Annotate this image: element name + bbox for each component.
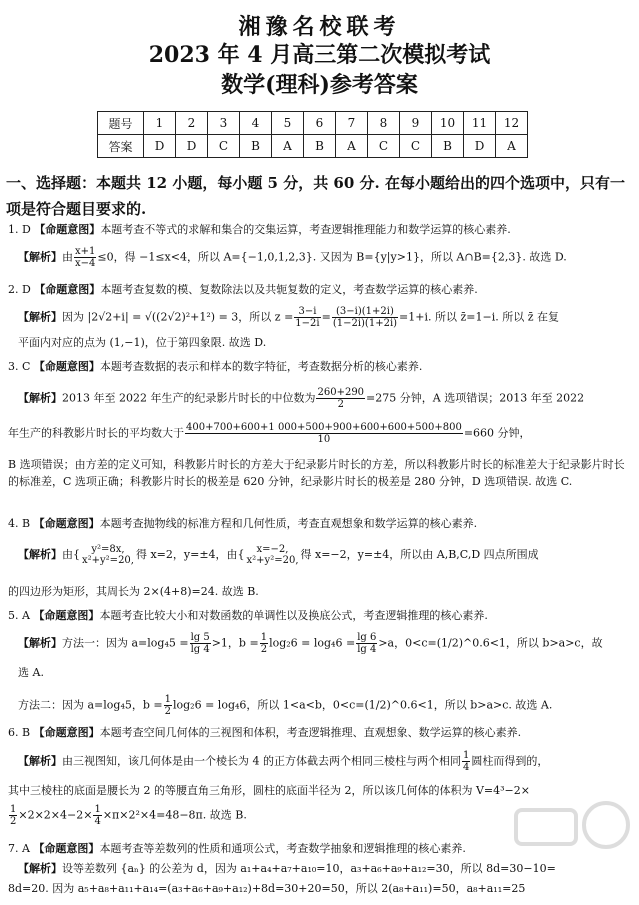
- fraction-denominator: x−4: [75, 258, 96, 269]
- fraction-denominator: (1−2i)(1+2i): [332, 318, 398, 329]
- row-label-question: 题号: [98, 112, 144, 135]
- q5-fraction-b2: [164, 694, 172, 717]
- fraction-denominator: 2: [260, 644, 268, 655]
- q4-number: 4. B: [8, 517, 31, 530]
- question-number: 11: [464, 112, 496, 135]
- q5-intent: [8, 609, 632, 623]
- q6-text: ×π×2²×4=48−8π. 故选 B.: [102, 808, 247, 822]
- q2-number: 2. D: [8, 283, 31, 296]
- analysis-tag: 【解析】: [18, 862, 62, 875]
- q4-text: 由: [62, 548, 73, 561]
- fraction-numerator: 1: [164, 694, 171, 705]
- q4-text: 得 x=−2，y=±4，所以由 A,B,C,D 四点所围成: [300, 548, 539, 561]
- q6-text: ×2×2×4−2×: [18, 808, 93, 822]
- equals-sign: =: [321, 310, 331, 324]
- answer-cell: C: [208, 135, 240, 158]
- q5-method2: [18, 694, 632, 717]
- q1-number: 1. D: [8, 223, 31, 236]
- q5-method2-text: log₂6 = log₄6，所以 1<a<b，0<c=(1/2)^0.6<1，所以 b>a>c. 故选 A.: [173, 698, 553, 712]
- q3-number: 3. C: [8, 360, 31, 373]
- q5-intent-text: 本题考查比较大小和对数函数的单调性以及换底公式，考查逻辑推理的核心素养.: [99, 609, 488, 622]
- q5-text-line2: 选 A.: [18, 666, 44, 679]
- q1-text: ≤0，得 −1≤x<4，所以 A={−1,0,1,2,3}. 又因为 B={y|y>1}，所以 A∩B={2,3}. 故选 D.: [97, 250, 567, 264]
- q6-number: 6. B: [8, 726, 31, 739]
- q2-fraction-1: [294, 306, 320, 329]
- answer-table-answer-row: [98, 135, 528, 158]
- intent-tag: 【命题意图】: [34, 223, 101, 236]
- fraction-denominator: 2: [164, 706, 171, 717]
- fraction-numerator: 1: [94, 804, 101, 815]
- question-number: 2: [176, 112, 208, 135]
- answer-cell: B: [240, 135, 272, 158]
- q2-intent: [8, 283, 632, 297]
- q1-analysis: [18, 246, 632, 269]
- intent-tag: 【命题意图】: [33, 726, 100, 739]
- q4-text-line2: 的四边形为矩形，其周长为 2×(4+8)=24. 故选 B.: [8, 585, 259, 598]
- q7-text-line2: 8d=20. 因为 a₅+a₈+a₁₁+a₁₄=(a₃+a₆+a₉+a₁₂)+8d=30+20=50，所以 2(a₈+a₁₁)=50，a₈+a₁₁=25: [8, 882, 526, 895]
- q3-text-rest: B 选项错误；由方差的定义可知，科教影片时长的方差大于纪录影片时长的方差，所以科教影片时长的标准差大于纪录影片时长的标准差，C 选项正确；科教影片时长的极差是 620 分钟，纪录影片时长的极差是 280 分钟，D 选项错误. 故选 C.: [8, 458, 625, 488]
- fraction-numerator: 400+700+600+1 000+500+900+600+600+500+800: [186, 422, 462, 433]
- q6-intent-text: 本题考查空间几何体的三视图和体积，考查逻辑推理、直观想象、数学运算的核心素养.: [99, 726, 522, 739]
- fraction-numerator: 260+290: [317, 387, 365, 398]
- intent-tag: 【命题意图】: [33, 842, 100, 855]
- row-label-answer: 答案: [98, 135, 144, 158]
- fraction-denominator: lg 4: [357, 644, 377, 655]
- watermark-logo: [511, 795, 631, 875]
- intent-tag: 【命题意图】: [33, 609, 100, 622]
- analysis-tag: 【解析】: [18, 636, 62, 650]
- q1-fraction: [74, 246, 96, 269]
- q1-intent: [8, 223, 632, 237]
- answer-cell: D: [464, 135, 496, 158]
- analysis-tag: 【解析】: [18, 391, 62, 405]
- equation: x=−2,: [256, 544, 289, 555]
- answer-cell: D: [176, 135, 208, 158]
- q4-analysis: 【解析】由{ y²=8x, x²+y²=20, 得 x=2，y=±4，由{ x=−2, x²+y²=20, 得 x=−2，y=±4，所以由 A,B,C,D 四点所围成: [18, 544, 539, 566]
- intent-tag: 【命题意图】: [33, 360, 100, 373]
- q6-text-line2: 其中三棱柱的底面是腰长为 2 的等腰直角三角形，圆柱的底面半径为 2，所以该几何体的体积为 V=4³−2×: [8, 784, 530, 797]
- answer-cell: C: [400, 135, 432, 158]
- q6-fraction-half: [9, 804, 17, 827]
- equation: y²=8x,: [91, 544, 125, 555]
- fraction-numerator: lg 5: [190, 632, 210, 643]
- fraction-numerator: 1: [463, 750, 470, 761]
- q5-method2-text: 方法二：因为 a=log₄5，b =: [18, 698, 163, 712]
- question-number: 5: [272, 112, 304, 135]
- title-subject: 数学(理科)参考答案: [221, 72, 418, 98]
- q3-fraction-1: [316, 387, 365, 410]
- fraction-denominator: 2: [10, 816, 17, 827]
- q5-number: 5. A: [8, 609, 30, 622]
- q2-text: =1+i. 所以 z̄=1−i. 所以 z̄ 在复: [399, 310, 560, 324]
- q5-text: >1，b =: [211, 636, 259, 650]
- answer-cell: B: [432, 135, 464, 158]
- q5-fraction-b: [260, 632, 268, 655]
- fraction-denominator: 4: [94, 816, 101, 827]
- equation: x²+y²=20,: [246, 555, 299, 566]
- q2-intent-text: 本题考查复数的模、复数除法以及共轭复数的定义，考查数学运算的核心素养.: [100, 283, 478, 296]
- fraction-numerator: 1: [10, 804, 17, 815]
- fraction-denominator: 2: [337, 399, 344, 410]
- section-heading: 一、选择题：本题共 12 小题，每小题 5 分，共 60 分. 在每小题给出的四个选项中，只有一项是符合题目要求的.: [6, 174, 625, 218]
- q3-fraction-2: [185, 422, 463, 445]
- q3-intent-text: 本题考查数据的表示和样本的数字特征，考查数据分析的核心素养.: [99, 360, 423, 373]
- q3-text: =275 分钟，A 选项错误；2013 年至 2022: [366, 391, 585, 405]
- q4-intent-text: 本题考查抛物线的标准方程和几何性质，考查直观想象和数学运算的核心素养.: [99, 517, 478, 530]
- question-number: 10: [432, 112, 464, 135]
- q7-intent-text: 本题考查等差数列的性质和通项公式，考查数学抽象和逻辑推理的核心素养.: [99, 842, 466, 855]
- q3-analysis-2: [8, 422, 632, 445]
- q3-analysis: [18, 387, 632, 410]
- question-number: 8: [368, 112, 400, 135]
- title-school: 湘豫名校联考: [238, 14, 401, 40]
- answer-cell: A: [336, 135, 368, 158]
- answer-cell: B: [304, 135, 336, 158]
- q4-text: 得 x=2，y=±4，由: [135, 548, 238, 561]
- q5-fraction-a: [190, 632, 211, 655]
- q4-intent: [8, 517, 632, 531]
- q6-text: 由三视图知，该几何体是由一个棱长为 4 的正方体截去两个相同三棱柱与两个相同: [62, 754, 461, 768]
- answer-table-header-row: [98, 112, 528, 135]
- fraction-numerator: x+1: [75, 246, 96, 257]
- q1-text: 由: [62, 250, 73, 264]
- fraction-denominator: 4: [463, 762, 470, 773]
- q6-fraction-quarter-2: [93, 804, 101, 827]
- q3-text: 2013 年至 2022 年生产的纪录影片时长的中位数为: [62, 391, 316, 405]
- q4-system-1: [81, 544, 135, 566]
- q5-text: 方法一：因为 a=log₄5 =: [62, 636, 189, 650]
- q2-text: 因为 |2√2+i| = √((2√2)²+1²) = 3，所以 z =: [62, 310, 294, 324]
- q4-system-2: [246, 544, 300, 566]
- fraction-numerator: (3−i)(1+2i): [332, 306, 398, 318]
- question-number: 12: [496, 112, 528, 135]
- title-exam: 2023 年 4 月高三第二次模拟考试: [148, 42, 491, 68]
- analysis-tag: 【解析】: [18, 250, 62, 264]
- equation: x²+y²=20,: [82, 555, 134, 566]
- q6-fraction-quarter: [462, 750, 470, 773]
- q3-text: =660 分钟，: [463, 426, 531, 440]
- q6-text: 圆柱而得到的，: [471, 754, 549, 768]
- fraction-numerator: lg 6: [357, 632, 377, 643]
- q7-number: 7. A: [8, 842, 30, 855]
- intent-tag: 【命题意图】: [34, 283, 101, 296]
- question-number: 6: [304, 112, 336, 135]
- question-number: 3: [208, 112, 240, 135]
- analysis-tag: 【解析】: [18, 310, 62, 324]
- q2-text-line2: 平面内对应的点为 (1,−1)，位于第四象限. 故选 D.: [18, 336, 267, 349]
- analysis-tag: 【解析】: [18, 754, 62, 768]
- q5-text: log₂6 = log₄6 =: [269, 636, 356, 650]
- q2-analysis: [18, 306, 632, 329]
- analysis-tag: 【解析】: [18, 548, 62, 561]
- q3-intent: [8, 360, 632, 374]
- fraction-denominator: 1−2i: [295, 318, 320, 329]
- answer-cell: D: [144, 135, 176, 158]
- q5-fraction-c: [356, 632, 377, 655]
- q3-text: 年生产的科教影片时长的平均数大于: [8, 426, 184, 440]
- fraction-numerator: 3−i: [294, 306, 320, 318]
- intent-tag: 【命题意图】: [33, 517, 100, 530]
- q5-analysis: [18, 632, 632, 655]
- q1-intent-text: 本题考查不等式的求解和集合的交集运算，考查逻辑推理能力和数学运算的核心素养.: [100, 223, 511, 236]
- q6-analysis: [18, 750, 632, 773]
- question-number: 4: [240, 112, 272, 135]
- fraction-denominator: 10: [317, 434, 331, 445]
- q6-intent: [8, 726, 632, 740]
- question-number: 1: [144, 112, 176, 135]
- fraction-denominator: lg 4: [190, 644, 210, 655]
- q2-fraction-2: [332, 306, 398, 329]
- answer-cell: C: [368, 135, 400, 158]
- q7-text: 设等差数列 {aₙ} 的公差为 d，因为 a₁+a₄+a₇+a₁₀=10，a₃+a₆+a₉+a₁₂=30，所以 8d=30−10=: [62, 862, 556, 875]
- question-number: 7: [336, 112, 368, 135]
- question-number: 9: [400, 112, 432, 135]
- answer-table: [97, 111, 528, 158]
- fraction-numerator: 1: [260, 632, 268, 643]
- answer-cell: A: [272, 135, 304, 158]
- q5-text: >a，0<c=(1/2)^0.6<1，所以 b>a>c，故: [378, 636, 603, 650]
- answer-cell: A: [496, 135, 528, 158]
